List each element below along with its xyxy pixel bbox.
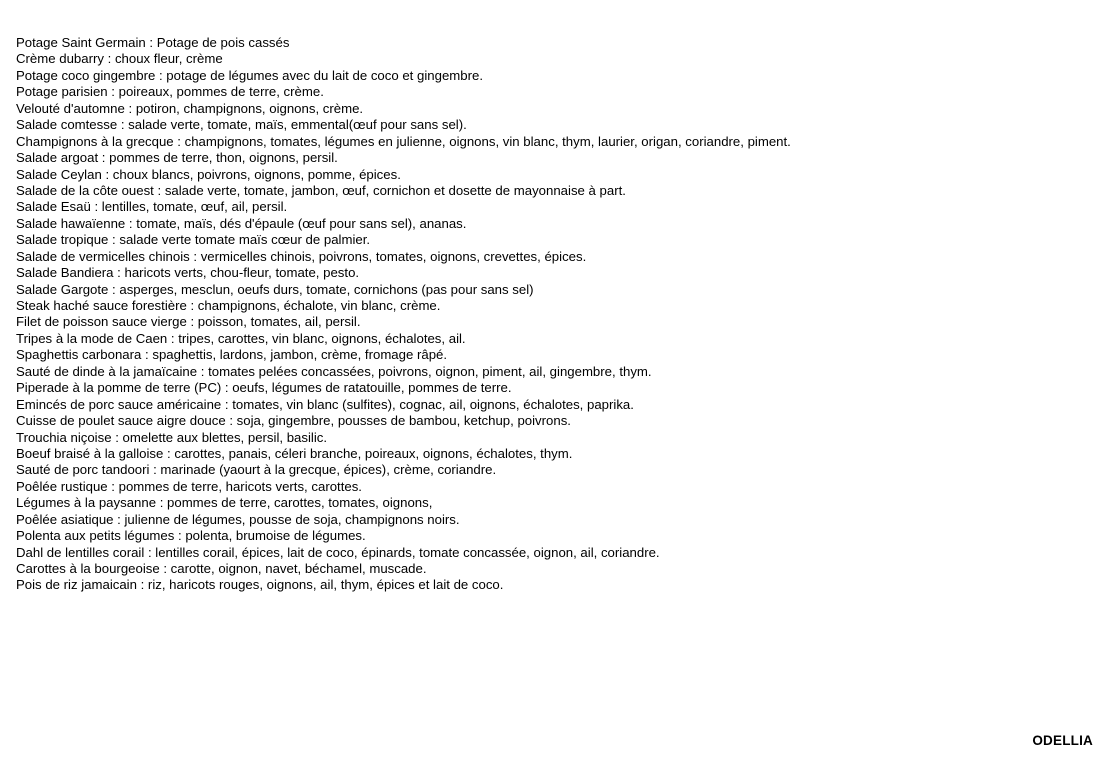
menu-line: Trouchia niçoise : omelette aux blettes, persil, basilic. xyxy=(16,429,328,445)
menu-line: Potage coco gingembre : potage de légumes avec du lait de coco et gingembre. xyxy=(16,67,483,83)
menu-descriptions-list xyxy=(16,35,791,594)
menu-line: Dahl de lentilles corail : lentilles corail, épices, lait de coco, épinards, tomate concassée, oignon, ail, coriandre. xyxy=(16,544,660,560)
menu-line: Poêlée rustique : pommes de terre, haricots verts, carottes. xyxy=(16,478,362,494)
menu-line: Cuisse de poulet sauce aigre douce : soja, gingembre, pousses de bambou, ketchup, poivrons. xyxy=(16,413,571,429)
menu-line: Salade de la côte ouest : salade verte, tomate, jambon, œuf, cornichon et dosette de mayonnaise à part. xyxy=(16,182,626,198)
menu-line: Steak haché sauce forestière : champignons, échalote, vin blanc, crème. xyxy=(16,298,441,313)
menu-line: Piperade à la pomme de terre (PC) : oeufs, légumes de ratatouille, pommes de terre. xyxy=(16,380,512,396)
footer-brand: ODELLIA xyxy=(1032,733,1093,748)
menu-line: Salade Esaü : lentilles, tomate, œuf, ail, persil. xyxy=(16,199,288,215)
menu-line: Filet de poisson sauce vierge : poisson, tomates, ail, persil. xyxy=(16,314,361,330)
menu-line: Salade Bandiera : haricots verts, chou-fleur, tomate, pesto. xyxy=(16,265,360,281)
menu-line: Pois de riz jamaicain : riz, haricots rouges, oignons, ail, thym, épices et lait de coco. xyxy=(16,577,504,593)
menu-line: Polenta aux petits légumes : polenta, brumoise de légumes. xyxy=(16,528,366,544)
menu-line: Sauté de dinde à la jamaïcaine : tomates pelées concassées, poivrons, oignon, piment, ail, gingembre, thym. xyxy=(16,363,652,379)
menu-line: Salade Gargote : asperges, mesclun, oeufs durs, tomate, cornichons (pas pour sans sel) xyxy=(16,281,534,297)
menu-line: Salade Ceylan : choux blancs, poivrons, oignons, pomme, épices. xyxy=(16,166,401,182)
menu-line: Salade de vermicelles chinois : vermicelles chinois, poivrons, tomates, oignons, crevettes, épices. xyxy=(16,248,587,264)
menu-line: Boeuf braisé à la galloise : carottes, panais, céleri branche, poireaux, oignons, échalotes, thym. xyxy=(16,445,573,461)
menu-line: Velouté d'automne : potiron, champignons, oignons, crème. xyxy=(16,100,364,116)
menu-line: Potage parisien : poireaux, pommes de terre, crème. xyxy=(16,84,324,100)
menu-line: Sauté de porc tandoori : marinade (yaourt à la grecque, épices), crème, coriandre. xyxy=(16,462,497,478)
menu-line: Potage Saint Germain : Potage de pois cassés xyxy=(16,35,290,50)
menu-line: Salade comtesse : salade verte, tomate, maïs, emmental(œuf pour sans sel). xyxy=(16,117,467,133)
menu-line: Tripes à la mode de Caen : tripes, carottes, vin blanc, oignons, échalotes, ail. xyxy=(16,330,466,346)
menu-line: Crème dubarry : choux fleur, crème xyxy=(16,51,223,67)
menu-line: Légumes à la paysanne : pommes de terre, carottes, tomates, oignons, xyxy=(16,495,433,511)
menu-line: Champignons à la grecque : champignons, tomates, légumes en julienne, oignons, vin blanc, thym, laurier, origan, coriandre, piment. xyxy=(16,133,791,149)
menu-line: Salade tropique : salade verte tomate maïs cœur de palmier. xyxy=(16,232,371,248)
menu-line: Salade argoat : pommes de terre, thon, oignons, persil. xyxy=(16,150,338,166)
menu-line: Spaghettis carbonara : spaghettis, lardons, jambon, crème, fromage râpé. xyxy=(16,347,448,363)
menu-line: Poêlée asiatique : julienne de légumes, pousse de soja, champignons noirs. xyxy=(16,511,460,527)
menu-line: Emincés de porc sauce américaine : tomates, vin blanc (sulfites), cognac, ail, oignons, échalotes, paprika. xyxy=(16,396,634,412)
menu-line: Carottes à la bourgeoise : carotte, oignon, navet, béchamel, muscade. xyxy=(16,561,427,576)
menu-line: Salade hawaïenne : tomate, maïs, dés d'épaule (œuf pour sans sel), ananas. xyxy=(16,215,467,231)
